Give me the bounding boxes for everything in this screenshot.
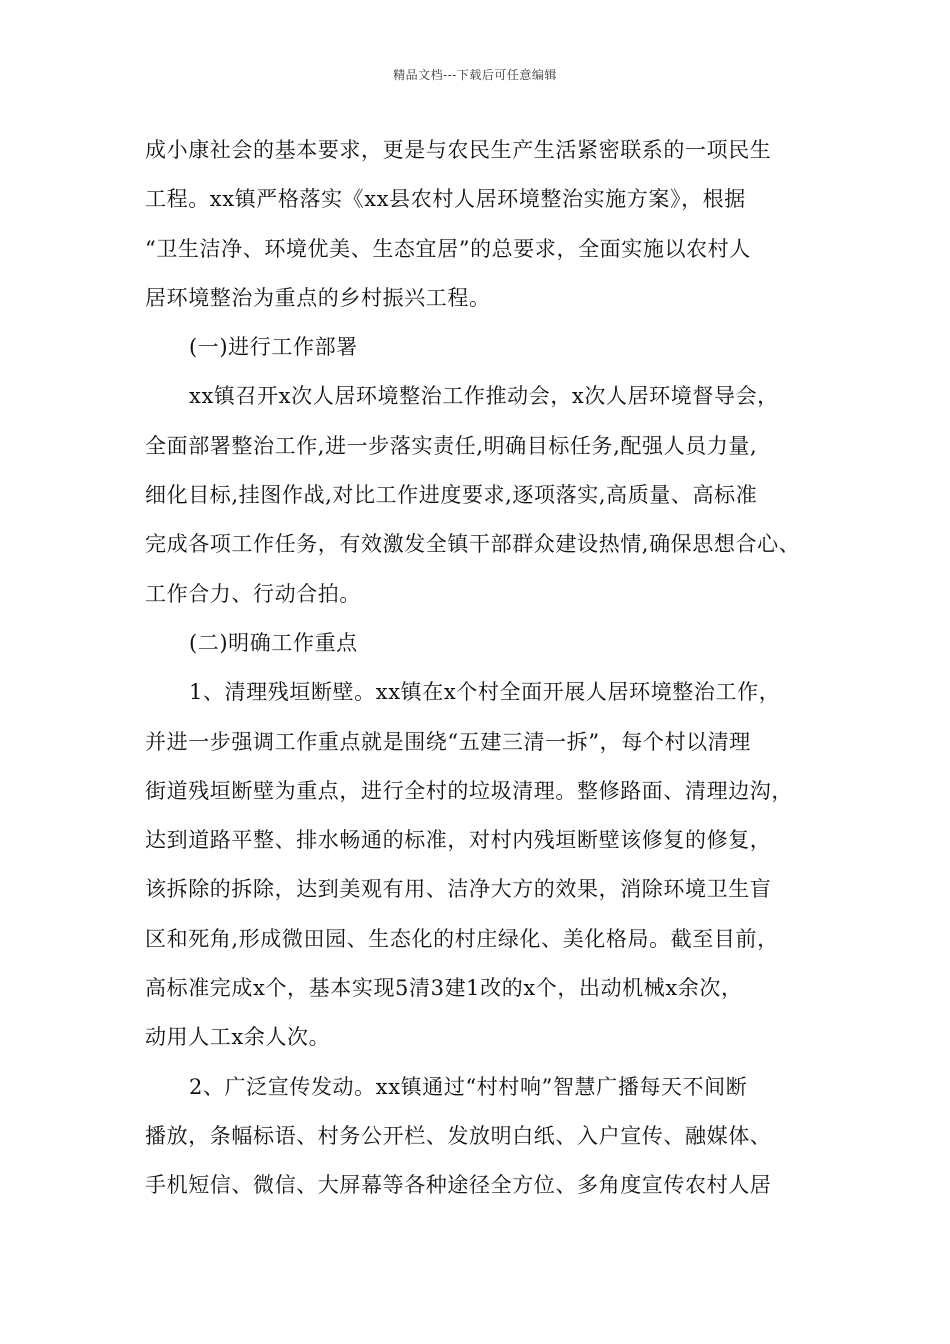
text-line: 区和死角,形成微田园、生态化的村庄绿化、美化格局。截至目前， — [145, 926, 779, 951]
text-line: 成小康社会的基本要求，更是与农民生产生活紧密联系的一项民生 — [145, 138, 772, 162]
page-header: 精品文档---下载后可任意编辑 — [393, 68, 557, 82]
text-line: 动用人工x余人次。 — [145, 1025, 331, 1050]
text-line: 居环境整治为重点的乡村振兴工程。 — [145, 285, 491, 310]
document-body — [145, 126, 817, 1211]
text-line: (一)进行工作部署 — [189, 335, 358, 360]
text-line: 街道残垣断壁为重点，进行全村的垃圾清理。整修路面、清理边沟， — [145, 778, 793, 803]
text-line: 1、清理残垣断壁。xx镇在x个村全面开展人居环境整治工作， — [189, 680, 781, 705]
text-line: 工程。xx镇严格落实《xx县农村人居环境整治实施方案》，根据 — [145, 187, 746, 212]
text-line: 并进一步强调工作重点就是围绕“五建三清一拆”，每个村以清理 — [145, 729, 751, 754]
text-line: 完成各项工作任务，有效激发全镇干部群众建设热情,确保思想合心、 — [145, 532, 801, 557]
text-line: 全面部署整治工作,进一步落实责任,明确目标任务,配强人员力量, — [145, 433, 758, 458]
text-line: 工作合力、行动合拍。 — [145, 581, 361, 606]
text-line: 手机短信、微信、大屏幕等各种途径全方位、多角度宣传农村人居 — [145, 1173, 772, 1198]
text-line: 播放，条幅标语、村务公开栏、发放明白纸、入户宣传、融媒体、 — [145, 1123, 772, 1148]
text-line: “卫生洁净、环境优美、生态宜居”的总要求，全面实施以农村人 — [145, 236, 751, 261]
text-line: 高标准完成x个，基本实现5清3建1改的x个，出动机械x余次， — [145, 976, 743, 1001]
text-line: 细化目标,挂图作战,对比工作进度要求,逐项落实,高质量、高标准 — [145, 483, 758, 508]
text-line: (二)明确工作重点 — [189, 630, 358, 655]
text-line: 达到道路平整、排水畅通的标准，对村内残垣断壁该修复的修复， — [145, 828, 772, 853]
text-line: 该拆除的拆除，达到美观有用、洁净大方的效果，消除环境卫生盲 — [145, 877, 772, 902]
text-line: 2、广泛宣传发动。xx镇通过“村村响”智慧广播每天不间断 — [189, 1074, 748, 1099]
text-line: xx镇召开x次人居环境整治工作推动会，x次人居环境督导会， — [189, 384, 779, 409]
